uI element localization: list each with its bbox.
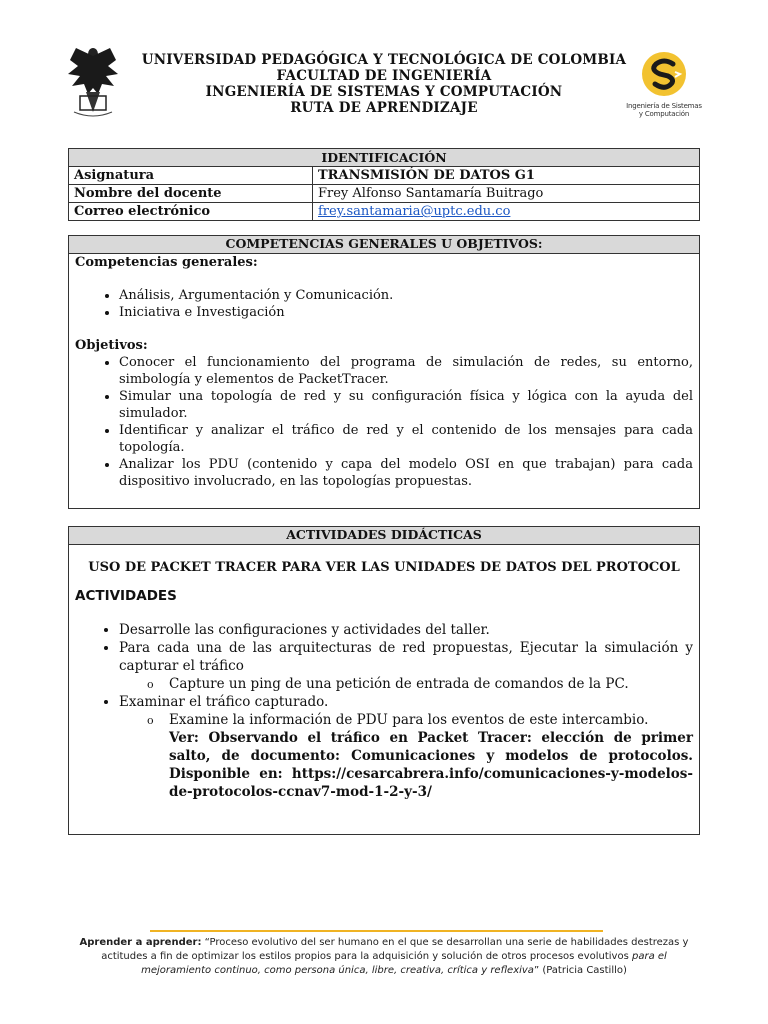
actividades-section (68, 526, 700, 835)
list-item: • Analizar los PDU (contenido y capa del modelo OSI en que trabajan) para cada dispositivo involucrado, en las topologías propuestas. (119, 456, 693, 490)
actividades-heading: ACTIVIDADES DIDÁCTICAS (69, 527, 699, 545)
list-item: • Desarrolle las configuraciones y actividades del taller. (119, 621, 693, 639)
logo-caption-1: Ingeniería de Sistemas (626, 102, 702, 110)
footer-bold: Aprender a aprender: (79, 937, 202, 948)
row-label: Asignatura (69, 167, 313, 185)
competencias-list (75, 287, 693, 321)
footer-rule (150, 930, 603, 932)
faculty-name: FACULTAD DE INGENIERÍA (276, 68, 492, 84)
footer-italic: para el mejoramiento continuo, como persona única, libre, creativa, crítica y reflexiva (141, 951, 667, 976)
sub-list-item: o Capture un ping de una petición de entrada de comandos de la PC. (147, 676, 629, 692)
row-label: Nombre del docente (69, 185, 313, 203)
sub-list (119, 711, 693, 801)
logo-caption-2: y Computación (638, 110, 690, 118)
university-name: UNIVERSIDAD PEDAGÓGICA Y TECNOLÓGICA DE COLOMBIA (141, 52, 627, 68)
row-label: Correo electrónico (69, 203, 313, 221)
footer-quote (72, 936, 696, 978)
table-row (69, 185, 700, 203)
footer-text-2: ” (Patricia Castillo) (533, 965, 627, 976)
identification-table (68, 148, 700, 221)
teacher-value: Frey Alfonso Santamaría Buitrago (313, 185, 700, 203)
program-name: INGENIERÍA DE SISTEMAS Y COMPUTACIÓN (205, 84, 563, 100)
subject-value: TRANSMISIÓN DE DATOS G1 (313, 167, 700, 185)
actividades-list (75, 621, 693, 801)
sub-list-item-text: Capture un ping de una petición de entrada de comandos de la PC. (169, 676, 629, 692)
list-item: • Iniciativa e Investigación (119, 304, 693, 321)
systems-logo-icon (640, 50, 688, 98)
footer-text-1: “Proceso evolutivo del ser humano en el que se desarrollan una serie de habilidades destrezas y actitudes a fin de optimizar los estilos propios para la adquisición y solución de otros procesos evolutivos (101, 937, 689, 962)
table-row (69, 167, 700, 185)
list-item: • Identificar y analizar el tráfico de red y el contenido de los mensajes para cada topología. (119, 422, 693, 456)
list-item-text: Examinar el tráfico capturado. (119, 694, 329, 710)
competencias-generales-label: Competencias generales: (75, 255, 258, 270)
actividades-label: ACTIVIDADES (75, 588, 177, 604)
sub-list-item: o Examine la información de PDU para los eventos de este intercambio. Ver: Observando el tráfico en Packet Tracer: elección de primer salto, de documento: Comunicaciones y modelos de protocolos. Disponible en: https://cesarcabrera.info/comunicaciones-y-modelos-de-protocolos-ccnav7-mod-1-2-y-3/ (147, 712, 693, 800)
actividades-subtitle: USO DE PACKET TRACER PARA VER LAS UNIDADES DE DATOS DEL PROTOCOL (88, 560, 680, 575)
list-item (119, 693, 693, 801)
objetivos-list (75, 354, 693, 490)
list-item: • Simular una topología de red y su configuración física y lógica con la ayuda del simulador. (119, 388, 693, 422)
sub-list-item-text: Examine la información de PDU para los eventos de este intercambio. (169, 712, 649, 728)
table-row (69, 203, 700, 221)
document-title: RUTA DE APRENDIZAJE (290, 100, 478, 116)
program-logo (622, 50, 706, 120)
list-item (119, 639, 693, 693)
competencias-heading: COMPETENCIAS GENERALES U OBJETIVOS: (69, 236, 699, 254)
objetivos-label: Objetivos: (75, 338, 148, 353)
reference-note: Ver: Observando el tráfico en Packet Tracer: elección de primer salto, de documento: Comunicaciones y modelos de protocolos. Disponible en: https://cesarcabrera.info/comunicaciones-y-modelos-de-protocolos-ccnav7-mod-1-2-y-3/ (169, 730, 693, 800)
sub-list (119, 675, 693, 693)
list-item-text: Para cada una de las arquitecturas de red propuestas, Ejecutar la simulación y capturar el tráfico (119, 640, 693, 674)
identification-heading: IDENTIFICACIÓN (69, 149, 700, 167)
competencias-section (68, 235, 700, 509)
list-item: • Análisis, Argumentación y Comunicación. (119, 287, 693, 304)
email-link[interactable]: frey.santamaria@uptc.edu.co (318, 204, 511, 219)
list-item: • Conocer el funcionamiento del programa de simulación de redes, su entorno, simbología y elementos de PacketTracer. (119, 354, 693, 388)
